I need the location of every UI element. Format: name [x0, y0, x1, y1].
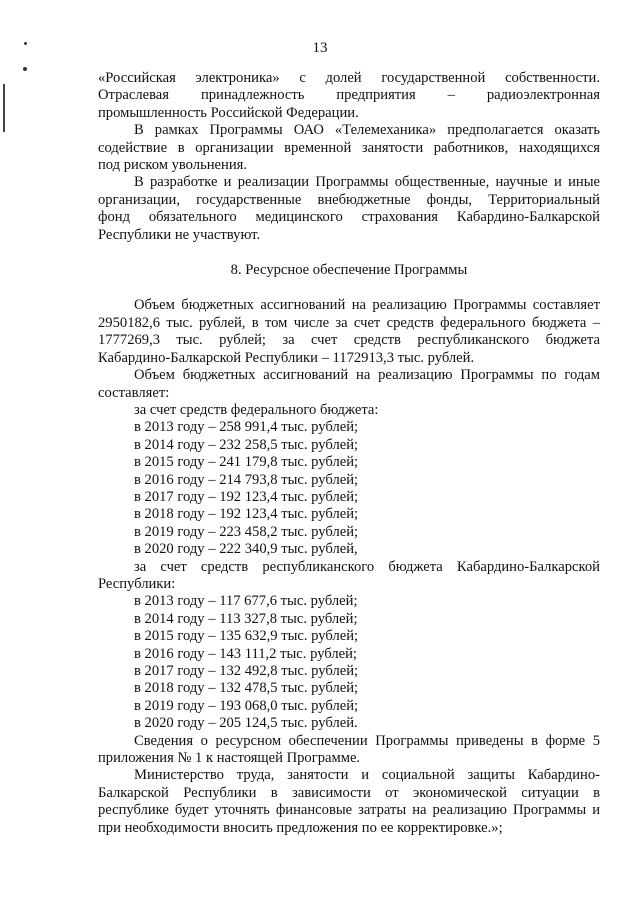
paragraph [98, 174, 600, 244]
text-line: организации, государственные внебюджетные фонды, Территориальный [98, 191, 600, 208]
list-item: в 2015 году – 135 632,9 тыс. рублей; [134, 628, 359, 645]
text-line: содействие в организации временной занятости работников, находящихся [98, 139, 600, 156]
list-item: в 2015 году – 241 179,8 тыс. рублей; [134, 454, 359, 471]
document-body [98, 70, 600, 837]
federal-budget-intro: за счет средств федерального бюджета: [134, 401, 379, 418]
paragraph [98, 122, 600, 174]
republic-budget-list [98, 593, 600, 732]
text-line: Республики не участвуют. [98, 226, 261, 243]
text-line: «Российская электроника» с долей государственной собственности. [98, 70, 600, 86]
list-item: в 2017 году – 192 123,4 тыс. рублей; [134, 488, 359, 505]
text-line: при необходимости вносить предложения по ее корректировке.»; [98, 819, 503, 836]
text-line: Объем бюджетных ассигнований на реализацию Программы по годам [134, 367, 600, 384]
list-item: в 2014 году – 113 327,8 тыс. рублей; [134, 610, 358, 627]
text-line: фонд обязательного медицинского страхования Кабардино-Балкарской [98, 209, 600, 226]
scan-dot-mark [23, 67, 27, 71]
text-line: Кабардино-Балкарской Республики – 1172913,3 тыс. рублей. [98, 349, 475, 366]
federal-budget-list [98, 419, 600, 558]
text-line: Министерство труда, занятости и социальной защиты Кабардино- [134, 767, 600, 784]
text-line: промышленность Российской Федерации. [98, 104, 359, 121]
list-item: в 2018 году – 132 478,5 тыс. рублей; [134, 680, 359, 697]
text-line: приложения № 1 к настоящей Программе. [98, 750, 361, 767]
list-item: в 2013 году – 258 991,4 тыс. рублей; [134, 419, 359, 436]
text-line: Республики: [98, 575, 176, 592]
text-line: В разработке и реализации Программы общественные, научные и иные [134, 174, 600, 191]
section-heading: 8. Ресурсное обеспечение Программы [230, 262, 468, 279]
list-item: в 2020 году – 205 124,5 тыс. рублей. [134, 715, 358, 732]
text-line: В рамках Программы ОАО «Телемеханика» предполагается оказать [134, 122, 600, 139]
text-line: Балкарской Республики в зависимости от экономической ситуации в [98, 784, 600, 801]
text-line: республике будет уточнять финансовые затраты на реализацию Программы и [98, 802, 600, 819]
list-item: в 2018 году – 192 123,4 тыс. рублей; [134, 506, 359, 523]
scan-edge-line [3, 84, 5, 132]
list-item: в 2017 году – 132 492,8 тыс. рублей; [134, 663, 359, 679]
list-item: в 2016 году – 214 793,8 тыс. рублей; [134, 471, 359, 488]
list-item: в 2019 году – 223 458,2 тыс. рублей; [134, 523, 359, 540]
paragraph [98, 367, 600, 402]
text-line: Отраслевая принадлежность предприятия – радиоэлектронная [98, 87, 600, 104]
text-line: Объем бюджетных ассигнований на реализацию Программы составляет [134, 297, 600, 314]
text-line: 2950182,6 тыс. рублей, в том числе за счет средств федерального бюджета – [98, 314, 600, 331]
paragraph [98, 70, 600, 122]
list-item: в 2014 году – 232 258,5 тыс. рублей; [134, 436, 359, 453]
text-line: под риском увольнения. [98, 157, 247, 174]
list-item: в 2020 году – 222 340,9 тыс. рублей, [134, 541, 358, 558]
list-item: в 2013 году – 117 677,6 тыс. рублей; [134, 593, 358, 610]
paragraph [98, 297, 600, 367]
paragraph [98, 733, 600, 768]
republic-budget-intro [98, 559, 600, 594]
text-line: 1777269,3 тыс. рублей; за счет средств республиканского бюджета [98, 332, 600, 349]
text-line: Сведения о ресурсном обеспечении Программы приведены в форме 5 [134, 732, 600, 749]
list-item: в 2019 году – 193 068,0 тыс. рублей; [134, 697, 359, 714]
text-line: за счет средств республиканского бюджета Кабардино-Балкарской [134, 558, 600, 575]
paragraph [98, 767, 600, 837]
text-line: составляет: [98, 384, 170, 401]
list-item: в 2016 году – 143 111,2 тыс. рублей; [134, 645, 357, 662]
page-number: 13 [312, 40, 328, 56]
